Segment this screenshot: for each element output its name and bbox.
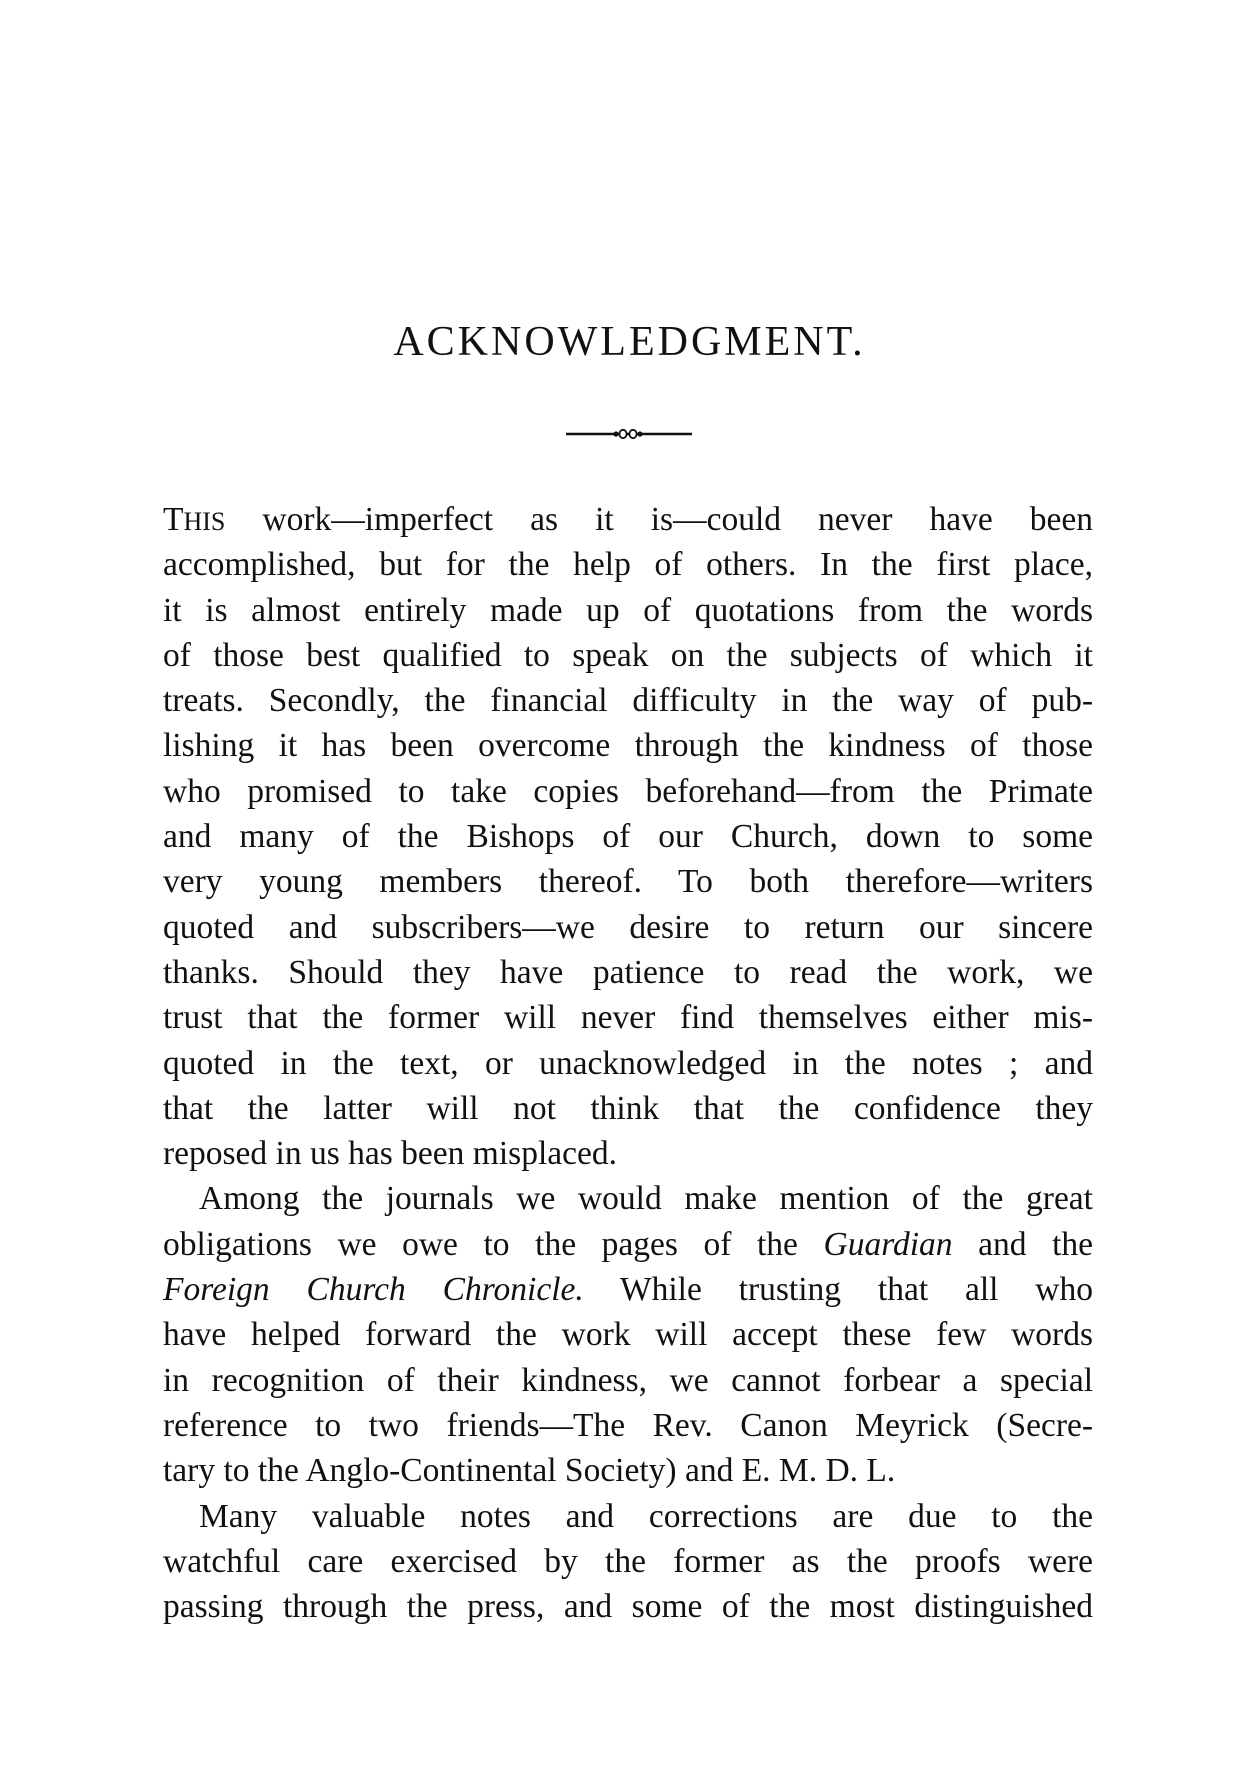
text-line: reference to two friends—The Rev. Canon Meyrick (Secre- — [163, 1406, 1093, 1444]
text-line: that the latter will not think that the confidence they — [163, 1089, 1093, 1127]
line-text: obligations we owe to the pages of the — [163, 1225, 824, 1263]
line-text: work—imperfect as it is—could never have been — [225, 501, 1093, 538]
text-line: watchful care exercised by the former as the proofs were — [163, 1542, 1093, 1580]
decorative-rule-ornament — [566, 428, 692, 440]
text-line: lishing it has been overcome through the kindness of those — [163, 727, 1093, 765]
small-caps-rest: HIS — [183, 507, 226, 536]
text-line: Many valuable notes and corrections are due to the — [199, 1497, 1093, 1535]
paragraph-3 — [163, 1494, 1093, 1630]
text-line: have helped forward the work will accept these few words — [163, 1316, 1093, 1354]
line-text: and the — [952, 1225, 1094, 1263]
text-line: reposed in us has been misplaced. — [163, 1135, 617, 1173]
small-caps-cap: T — [163, 501, 184, 538]
text-line: trust that the former will never find themselves either mis- — [163, 999, 1093, 1037]
text-line: Among the journals we would make mention of the great — [199, 1180, 1093, 1218]
text-line: tary to the Anglo-Continental Society) and E. M. D. L. — [163, 1452, 896, 1490]
text-line: quoted in the text, or unacknowledged in the notes ; and — [163, 1044, 1093, 1082]
text-line — [163, 1267, 1093, 1312]
text-line — [163, 497, 1093, 542]
line-text: While trusting that all who — [583, 1271, 1093, 1309]
text-line: it is almost entirely made up of quotations from the words — [163, 591, 1093, 629]
text-line: very young members thereof. To both therefore—writers — [163, 863, 1093, 901]
text-line: and many of the Bishops of our Church, down to some — [163, 818, 1093, 856]
text-line: who promised to take copies beforehand—from the Primate — [163, 772, 1093, 810]
text-line: passing through the press, and some of the most distinguished — [163, 1588, 1093, 1626]
italic-title-guardian: Guardian — [823, 1225, 953, 1263]
text-line: treats. Secondly, the financial difficulty in the way of pub- — [163, 682, 1093, 720]
text-line — [163, 1222, 1093, 1267]
paragraph-1 — [163, 497, 1093, 1176]
text-line: in recognition of their kindness, we cannot forbear a special — [163, 1361, 1093, 1399]
text-line: thanks. Should they have patience to read the work, we — [163, 953, 1093, 991]
italic-title-foreign-church-chronicle: Foreign Church Chronicle. — [163, 1271, 584, 1309]
page-title: ACKNOWLEDGMENT. — [393, 319, 866, 365]
text-line: of those best qualified to speak on the subjects of which it — [163, 636, 1093, 674]
text-line: quoted and subscribers—we desire to return our sincere — [163, 908, 1093, 946]
paragraph-2 — [163, 1176, 1093, 1493]
text-line: accomplished, but for the help of others. In the first place, — [163, 546, 1093, 584]
body-text — [163, 497, 1093, 1629]
